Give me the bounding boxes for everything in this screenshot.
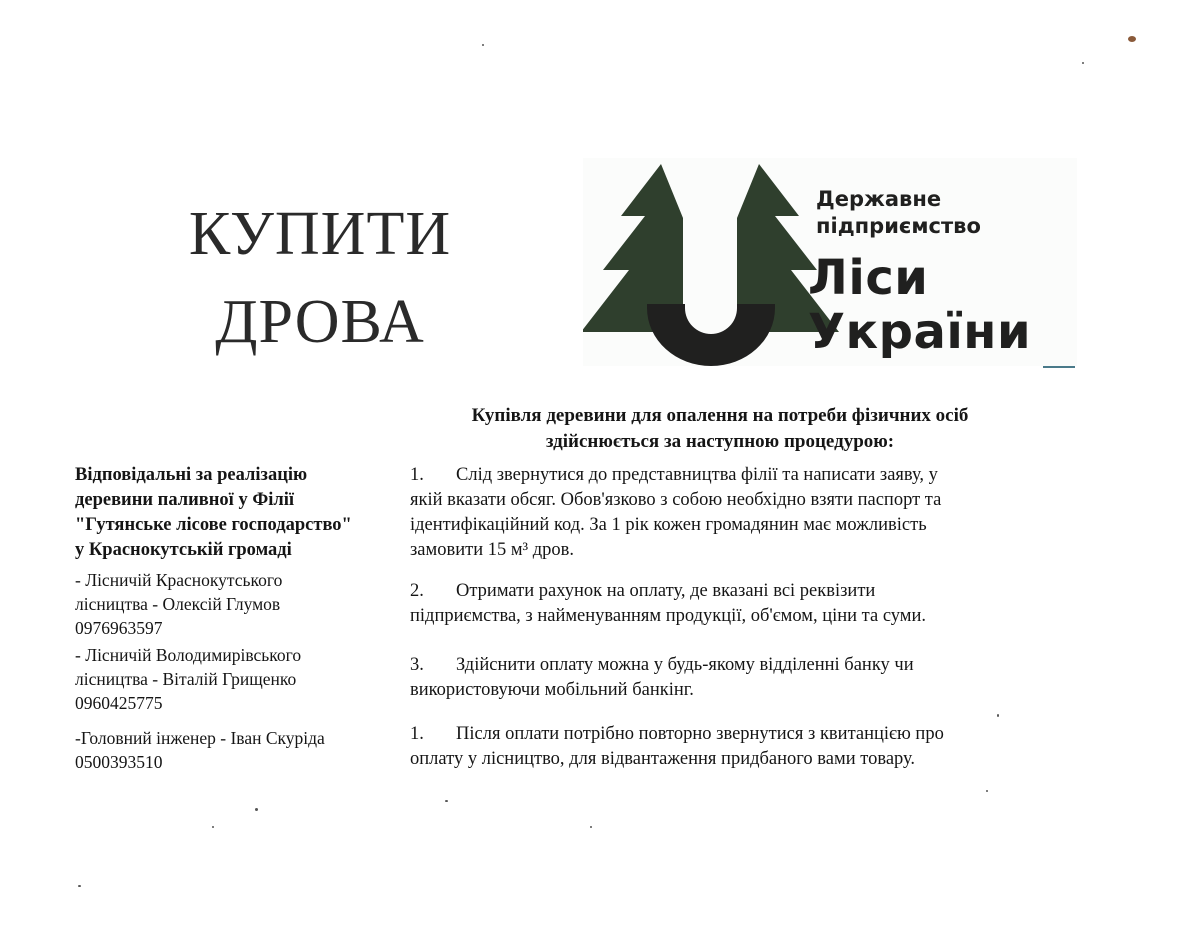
step-text: Слід звернутися до представництва філії та написати заяву, у	[456, 465, 938, 485]
step-text: використовуючи мобільний банкінг.	[410, 680, 694, 700]
step-text: ідентифікаційний код. За 1 рік кожен громадянин має можливість	[410, 515, 927, 535]
logo-text-ukraine: України	[808, 304, 1032, 360]
responsible-title	[75, 463, 395, 563]
contact-chief-engineer	[75, 726, 395, 774]
step-number: 3.	[410, 655, 424, 675]
step-number: 1.	[410, 724, 424, 744]
contact-phone: 0960425775	[75, 693, 163, 713]
step-number: 1.	[410, 465, 424, 485]
step-text: якій вказати обсяг. Обов'язково з собою необхідно взяти паспорт та	[410, 490, 942, 510]
logo-text-enterprise: підприємство	[816, 214, 981, 238]
contact-phone: 0976963597	[75, 618, 163, 638]
contact-line: -Головний інженер - Іван Скуріда	[75, 728, 325, 748]
step-text: Здійснити оплату можна у будь-якому відділенні банку чи	[456, 655, 914, 675]
step-text: Після оплати потрібно повторно звернутися з квитанцією про	[456, 724, 944, 744]
responsible-title-line: деревини паливної у Філії	[75, 490, 295, 510]
contact-phone: 0500393510	[75, 752, 163, 772]
procedure-title-line-2: здійснюється за наступною процедурою:	[545, 431, 895, 452]
headline-line-2: ДРОВА	[215, 288, 425, 356]
step-number: 2.	[410, 581, 424, 601]
step-text: підприємства, з найменуванням продукції, об'ємом, ціни та суми.	[410, 606, 927, 626]
procedure-step-3	[410, 653, 1010, 703]
u-base-icon	[647, 304, 775, 366]
logo-text-state: Державне	[816, 187, 942, 211]
procedure-title-line-1: Купівля деревини для опалення на потреби фізичних осіб	[471, 405, 969, 426]
contact-krasnokutske-forestry	[75, 568, 395, 640]
contact-volodymyrivske-forestry	[75, 643, 395, 715]
headline	[150, 190, 490, 366]
procedure-step-2	[410, 579, 1010, 629]
contact-line: лісництва - Олексій Глумов	[75, 594, 281, 614]
step-text: замовити 15 м³ дров.	[410, 540, 574, 560]
responsible-title-line: Відповідальні за реалізацію	[75, 465, 308, 485]
contact-line: - Лісничій Володимирівського	[75, 645, 302, 665]
responsible-title-line: у Краснокутській громаді	[75, 540, 292, 560]
headline-line-1: КУПИТИ	[188, 200, 452, 268]
step-text: Отримати рахунок на оплату, де вказані всі реквізити	[456, 581, 876, 601]
logo-text-forests: Ліси	[808, 250, 929, 306]
procedure-step-1	[410, 463, 1010, 563]
contact-line: лісництва - Віталій Грищенко	[75, 669, 297, 689]
responsible-title-line: "Гутянське лісове господарство"	[75, 515, 352, 535]
step-text: оплату у лісництво, для відвантаження придбаного вами товару.	[410, 749, 916, 769]
contact-line: - Лісничій Краснокутського	[75, 570, 283, 590]
procedure-step-4	[410, 722, 1010, 772]
procedure-title	[390, 403, 1050, 455]
logo-underline	[1043, 366, 1075, 368]
